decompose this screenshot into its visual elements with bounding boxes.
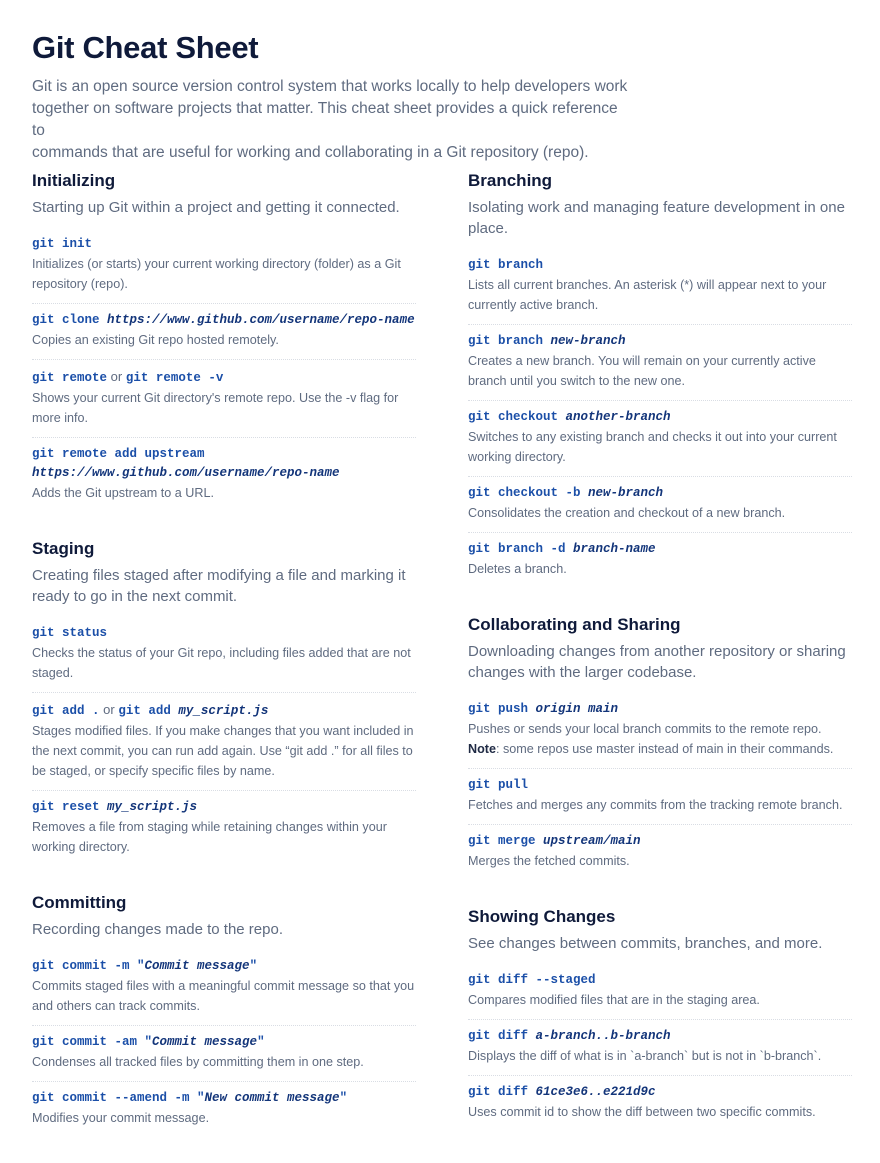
command-item bbox=[468, 477, 852, 533]
command-item bbox=[468, 249, 852, 325]
command-description: Modifies your commit message. bbox=[32, 1111, 210, 1125]
command-text: git branch bbox=[468, 334, 551, 348]
command-text: git commit -am " bbox=[32, 1035, 153, 1049]
command-item bbox=[32, 228, 416, 304]
page-title: Git Cheat Sheet bbox=[32, 30, 259, 65]
command-argument: my_script.js bbox=[107, 800, 198, 814]
section-description: Downloading changes from another repository or sharing changes with the larger codebase. bbox=[468, 643, 846, 681]
command-description: Condenses all tracked files by committing them in one step. bbox=[32, 1055, 364, 1069]
command-item bbox=[468, 693, 852, 769]
command-code bbox=[468, 776, 852, 795]
command-code bbox=[32, 311, 416, 330]
command-argument: New commit message bbox=[204, 1091, 340, 1105]
command-text: git diff bbox=[468, 1029, 536, 1043]
command-item bbox=[468, 1020, 852, 1076]
section-title: Committing bbox=[32, 893, 127, 912]
command-text: git remote add upstream bbox=[32, 447, 205, 461]
command-text: git diff bbox=[468, 1085, 536, 1099]
command-code bbox=[468, 1027, 852, 1046]
columns bbox=[32, 170, 852, 1125]
command-description: Lists all current branches. An asterisk (*) will appear next to your currently active branch. bbox=[468, 278, 827, 312]
command-description: Shows your current Git directory's remote repo. Use the -v flag for more info. bbox=[32, 391, 399, 425]
section-title: Collaborating and Sharing bbox=[468, 615, 681, 634]
command-text: git push bbox=[468, 702, 536, 716]
command-description: Compares modified files that are in the staging area. bbox=[468, 993, 760, 1007]
command-code bbox=[468, 332, 852, 351]
command-item bbox=[468, 325, 852, 401]
command-description: Checks the status of your Git repo, including files added that are not staged. bbox=[32, 646, 411, 680]
command-text: git remote -v bbox=[125, 371, 224, 385]
command-text: git init bbox=[32, 237, 93, 251]
command-code bbox=[32, 957, 416, 976]
command-item bbox=[32, 360, 416, 438]
command-description: Copies an existing Git repo hosted remotely. bbox=[32, 333, 279, 347]
section-description: See changes between commits, branches, and more. bbox=[468, 935, 823, 952]
command-description: Pushes or sends your local branch commits to the remote repo. Note: some repos use master instead of main in their commands. bbox=[468, 722, 834, 756]
note-label: Note bbox=[468, 742, 496, 756]
command-item bbox=[468, 401, 852, 477]
command-text: git merge bbox=[468, 834, 544, 848]
command-item bbox=[32, 693, 416, 791]
command-item bbox=[32, 617, 416, 693]
command-description: Removes a file from staging while retaining changes within your working directory. bbox=[32, 820, 387, 854]
command-text: " bbox=[249, 959, 258, 973]
command-description: Uses commit id to show the diff between two specific commits. bbox=[468, 1105, 816, 1119]
command-text: git commit --amend -m " bbox=[32, 1091, 205, 1105]
command-argument: https://www.github.com/username/repo-name bbox=[107, 313, 415, 327]
command-code bbox=[468, 540, 852, 559]
command-item bbox=[468, 769, 852, 825]
command-code bbox=[32, 445, 416, 483]
command-item bbox=[32, 791, 416, 866]
or-separator: or bbox=[107, 369, 126, 384]
section-showing-changes bbox=[468, 906, 852, 1131]
command-argument: another-branch bbox=[565, 410, 671, 424]
command-code bbox=[468, 484, 852, 503]
section-committing bbox=[32, 892, 416, 1137]
command-text: git add . bbox=[32, 704, 100, 718]
command-code bbox=[32, 235, 416, 254]
command-code bbox=[32, 798, 416, 817]
section-title: Initializing bbox=[32, 171, 116, 190]
command-description: Fetches and merges any commits from the tracking remote branch. bbox=[468, 798, 843, 812]
command-item bbox=[32, 438, 416, 512]
command-text: git checkout -b bbox=[468, 486, 589, 500]
section-title: Branching bbox=[468, 171, 553, 190]
command-description: Adds the Git upstream to a URL. bbox=[32, 486, 214, 500]
section-staging bbox=[32, 538, 416, 866]
section-collaborating-and-sharing bbox=[468, 614, 852, 880]
command-item bbox=[32, 950, 416, 1026]
command-argument: Commit message bbox=[152, 1035, 258, 1049]
command-argument: https://www.github.com/username/repo-name bbox=[32, 466, 340, 480]
command-description: Deletes a branch. bbox=[468, 562, 567, 576]
command-item bbox=[32, 1026, 416, 1082]
section-description: Isolating work and managing feature development in one place. bbox=[468, 199, 845, 237]
command-item bbox=[468, 964, 852, 1020]
command-text: git diff --staged bbox=[468, 973, 596, 987]
command-description: Merges the fetched commits. bbox=[468, 854, 630, 868]
command-code bbox=[32, 700, 416, 721]
command-description: Switches to any existing branch and checks it out into your current working directory. bbox=[468, 430, 837, 464]
section-title: Staging bbox=[32, 539, 95, 558]
command-text: git commit -m " bbox=[32, 959, 145, 973]
section-initializing bbox=[32, 170, 416, 512]
section-description: Starting up Git within a project and getting it connected. bbox=[32, 199, 400, 216]
command-text: git add bbox=[118, 704, 179, 718]
command-code bbox=[468, 1083, 852, 1102]
command-text: git pull bbox=[468, 778, 529, 792]
command-argument: a-branch..b-branch bbox=[535, 1029, 671, 1043]
command-item bbox=[468, 533, 852, 588]
command-text: git status bbox=[32, 626, 108, 640]
command-item bbox=[468, 825, 852, 880]
command-description: Displays the diff of what is in `a-branch` but is not in `b-branch`. bbox=[468, 1049, 822, 1063]
command-text: " bbox=[257, 1035, 265, 1049]
command-description: Consolidates the creation and checkout of a new branch. bbox=[468, 506, 786, 520]
command-argument: branch-name bbox=[573, 542, 656, 556]
command-code bbox=[32, 624, 416, 643]
command-argument: upstream/main bbox=[543, 834, 641, 848]
right-column bbox=[468, 170, 852, 1157]
command-code bbox=[468, 256, 852, 275]
command-code bbox=[32, 367, 416, 388]
intro-paragraph: Git is an open source version control system that works locally to help developers work together on software projects that matter. This cheat sheet provides a quick reference to commands that are useful for working and collaborating in a Git repository (repo). bbox=[32, 78, 628, 161]
left-column bbox=[32, 170, 416, 1163]
command-item bbox=[468, 1076, 852, 1131]
command-item bbox=[32, 304, 416, 360]
command-text: git checkout bbox=[468, 410, 566, 424]
command-text: " bbox=[339, 1091, 348, 1105]
command-description: Commits staged files with a meaningful commit message so that you and others can track commits. bbox=[32, 979, 415, 1013]
command-argument: Commit message bbox=[144, 959, 250, 973]
command-description: Creates a new branch. You will remain on your currently active branch until you switch to the new one. bbox=[468, 354, 816, 388]
command-argument: new-branch bbox=[588, 486, 664, 500]
section-description: Recording changes made to the repo. bbox=[32, 921, 283, 938]
command-item bbox=[32, 1082, 416, 1137]
command-code bbox=[468, 971, 852, 990]
command-code bbox=[468, 700, 852, 719]
command-text: git remote bbox=[32, 371, 108, 385]
section-branching bbox=[468, 170, 852, 588]
command-argument: origin main bbox=[535, 702, 619, 716]
section-title: Showing Changes bbox=[468, 907, 616, 926]
section-description: Creating files staged after modifying a file and marking it ready to go in the next commit. bbox=[32, 567, 406, 605]
command-description: Stages modified files. If you make changes that you want included in the next commit, you can run add again. Use “git add .” for all files to be staged, or specify specific files by name. bbox=[32, 724, 414, 778]
command-code bbox=[468, 408, 852, 427]
command-text: git clone bbox=[32, 313, 108, 327]
command-argument: new-branch bbox=[550, 334, 626, 348]
command-code bbox=[32, 1033, 416, 1052]
command-text: git branch bbox=[468, 258, 544, 272]
or-separator: or bbox=[99, 702, 119, 717]
command-text: git branch -d bbox=[468, 542, 574, 556]
command-text: git reset bbox=[32, 800, 108, 814]
command-argument: my_script.js bbox=[178, 704, 269, 718]
command-argument: 61ce3e6..e221d9c bbox=[535, 1085, 656, 1099]
command-code bbox=[468, 832, 852, 851]
command-code bbox=[32, 1089, 416, 1108]
command-description: Initializes (or starts) your current working directory (folder) as a Git repository (repo). bbox=[32, 257, 401, 291]
